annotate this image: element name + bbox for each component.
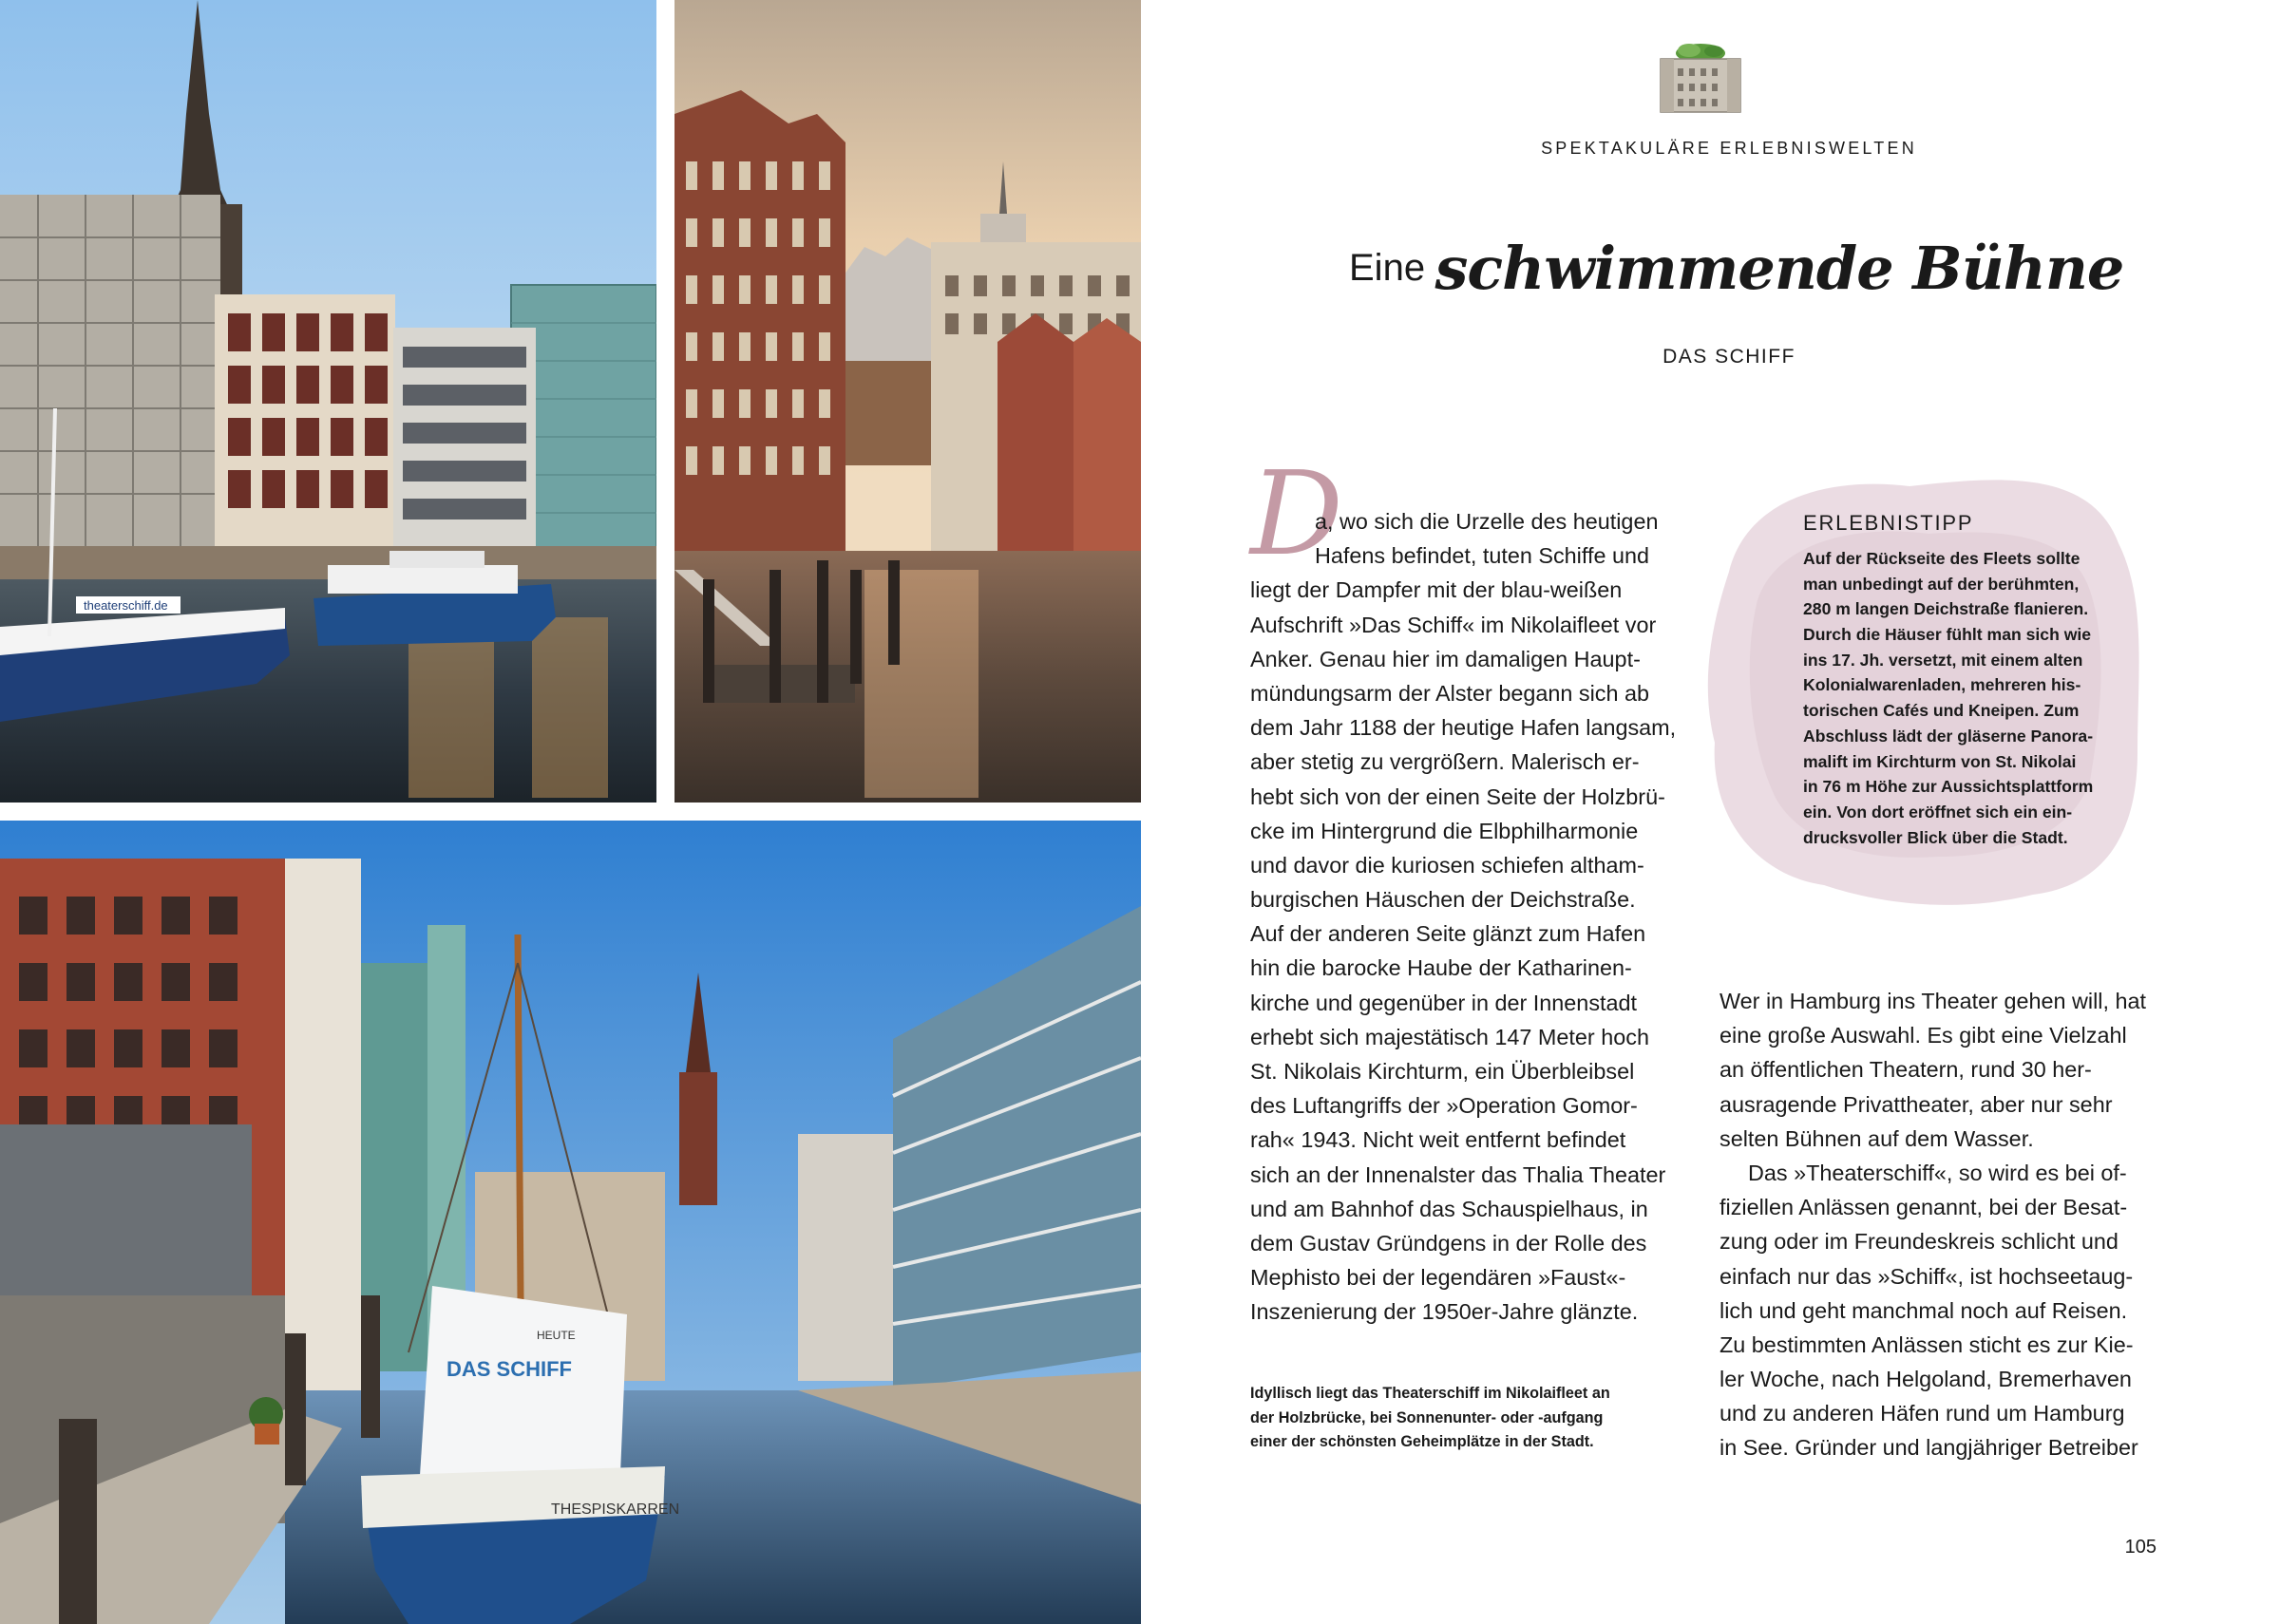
tip-line: ins 17. Jh. versetzt, mit einem alten bbox=[1803, 650, 2083, 670]
body-line: cke im Hintergrund die Elbphilharmonie bbox=[1250, 818, 1639, 843]
photo-caption bbox=[1250, 1382, 1610, 1455]
body-line: burgischen Häuschen der Deichstraße. bbox=[1250, 887, 1636, 913]
body-line: dem Gustav Gründgens in der Rolle des bbox=[1250, 1230, 1647, 1256]
body-line: sich an der Innenalster das Thalia Theater bbox=[1250, 1161, 1666, 1187]
headline-script: schwimmende Bühne bbox=[1434, 234, 2124, 303]
body-line: hebt sich von der einen Seite der Holzbrü- bbox=[1250, 784, 1665, 809]
body-line: Mephisto bei der legendären »Faust«- bbox=[1250, 1265, 1626, 1291]
tip-line: torischen Cafés und Kneipen. Zum bbox=[1803, 701, 2080, 721]
body-line: Inszenierung der 1950er-Jahre glänzte. bbox=[1250, 1299, 1639, 1325]
body-line: an öffentlichen Theatern, rund 30 her- bbox=[1720, 1057, 2092, 1083]
body-line: Das »Theaterschiff«, so wird es bei of- bbox=[1748, 1160, 2127, 1185]
tip-line: Abschluss lädt der gläserne Panora- bbox=[1803, 726, 2094, 746]
body-line: lich und geht manchmal noch auf Reisen. bbox=[1720, 1297, 2128, 1323]
photo-cathedral-canal bbox=[0, 0, 656, 803]
body-line: und am Bahnhof das Schauspielhaus, in bbox=[1250, 1196, 1648, 1221]
body-line: und zu anderen Häfen rund um Hamburg bbox=[1720, 1401, 2125, 1426]
body-line: hin die barocke Haube der Katharinen- bbox=[1250, 955, 1632, 981]
sail-lettering: DAS SCHIFF bbox=[446, 1357, 572, 1381]
body-line: dem Jahr 1188 der heutige Hafen langsam, bbox=[1250, 715, 1677, 741]
bunker-building-icon bbox=[1653, 42, 1748, 116]
body-column-left bbox=[1250, 504, 1676, 1330]
body-line: liegt der Dampfer mit der blau-weißen bbox=[1250, 577, 1623, 603]
chapter-subhead: DAS SCHIFF bbox=[1662, 346, 1796, 368]
body-line: aber stetig zu vergrößern. Malerisch er- bbox=[1250, 749, 1640, 775]
tip-line: man unbedingt auf der berühmten, bbox=[1803, 574, 2080, 594]
tip-line: Durch die Häuser fühlt man sich wie bbox=[1803, 625, 2092, 645]
body-line: in See. Gründer und langjähriger Betreiber bbox=[1720, 1435, 2138, 1461]
body-line: rah« 1943. Nicht weit entfernt befindet bbox=[1250, 1127, 1626, 1153]
photo-theaterschiff bbox=[0, 821, 1141, 1624]
body-line: mündungsarm der Alster begann sich ab bbox=[1250, 680, 1649, 706]
section-label: SPEKTAKULÄRE ERLEBNISWELTEN bbox=[1541, 139, 1917, 158]
tip-line: ein. Von dort eröffnet sich ein ein- bbox=[1803, 802, 2073, 821]
body-line: des Luftangriffs der »Operation Gomor- bbox=[1250, 1093, 1638, 1119]
caption-line: Idyllisch liegt das Theaterschiff im Nikolaifleet an bbox=[1250, 1385, 1610, 1402]
caption-line: der Holzbrücke, bei Sonnenunter- oder -aufgang bbox=[1250, 1408, 1604, 1426]
tip-title: ERLEBNISTIPP bbox=[1803, 511, 1974, 535]
page-number: 105 bbox=[2124, 1537, 2156, 1558]
caption-line: einer der schönsten Geheimplätze in der Stadt. bbox=[1250, 1433, 1594, 1450]
body-line: Hafens befindet, tuten Schiffe und bbox=[1315, 543, 1649, 569]
headline-plain: Eine bbox=[1349, 247, 1426, 289]
body-line: Auf der anderen Seite glänzt zum Hafen bbox=[1250, 921, 1646, 947]
tip-line: 280 m langen Deichstraße flanieren. bbox=[1803, 599, 2089, 619]
body-line: a, wo sich die Urzelle des heutigen bbox=[1315, 509, 1659, 534]
body-line: erhebt sich majestätisch 147 Meter hoch bbox=[1250, 1024, 1649, 1049]
sign-lettering: HEUTE bbox=[537, 1329, 576, 1342]
body-line: Anker. Genau hier im damaligen Haupt- bbox=[1250, 646, 1641, 671]
body-line: St. Nikolais Kirchturm, ein Überbleibsel bbox=[1250, 1059, 1635, 1084]
body-line: ler Woche, nach Helgoland, Bremerhaven bbox=[1720, 1367, 2132, 1392]
body-line: und davor die kuriosen schiefen altham- bbox=[1250, 852, 1644, 878]
tip-line: Kolonialwarenladen, mehreren his- bbox=[1803, 675, 2081, 695]
body-line: Wer in Hamburg ins Theater gehen will, hat bbox=[1720, 989, 2146, 1013]
body-line: selten Bühnen auf dem Wasser. bbox=[1720, 1125, 2034, 1151]
body-line: Aufschrift »Das Schiff« im Nikolaifleet vor bbox=[1250, 612, 1657, 637]
hull-name-lettering: THESPISKARREN bbox=[551, 1501, 680, 1518]
chapter-headline bbox=[1349, 234, 2124, 303]
body-line: Zu bestimmten Anlässen sticht es zur Kie- bbox=[1720, 1331, 2134, 1357]
body-line: zung oder im Freundeskreis schlicht und bbox=[1720, 1229, 2118, 1255]
photo-nikolaifleet-warehouses bbox=[674, 0, 1141, 803]
tip-line: malift im Kirchturm von St. Nikolai bbox=[1803, 751, 2077, 771]
tip-line: drucksvoller Blick über die Stadt. bbox=[1803, 827, 2068, 847]
body-line: fiziellen Anlässen genannt, bei der Besat- bbox=[1720, 1195, 2128, 1220]
tip-line: in 76 m Höhe zur Aussichtsplattform bbox=[1803, 777, 2094, 797]
drop-cap: D bbox=[1250, 446, 1343, 581]
body-line: ausragende Privattheater, aber nur sehr bbox=[1720, 1091, 2113, 1117]
tip-body bbox=[1803, 546, 2093, 850]
tip-line: Auf der Rückseite des Fleets sollte bbox=[1803, 549, 2080, 568]
body-line: einfach nur das »Schiff«, ist hochseetaug- bbox=[1720, 1263, 2134, 1289]
hull-lettering: theaterschiff.de bbox=[84, 598, 168, 613]
body-column-right bbox=[1720, 984, 2146, 1465]
body-line: kirche und gegenüber in der Innenstadt bbox=[1250, 990, 1638, 1015]
body-line: eine große Auswahl. Es gibt eine Vielzahl bbox=[1720, 1023, 2127, 1048]
